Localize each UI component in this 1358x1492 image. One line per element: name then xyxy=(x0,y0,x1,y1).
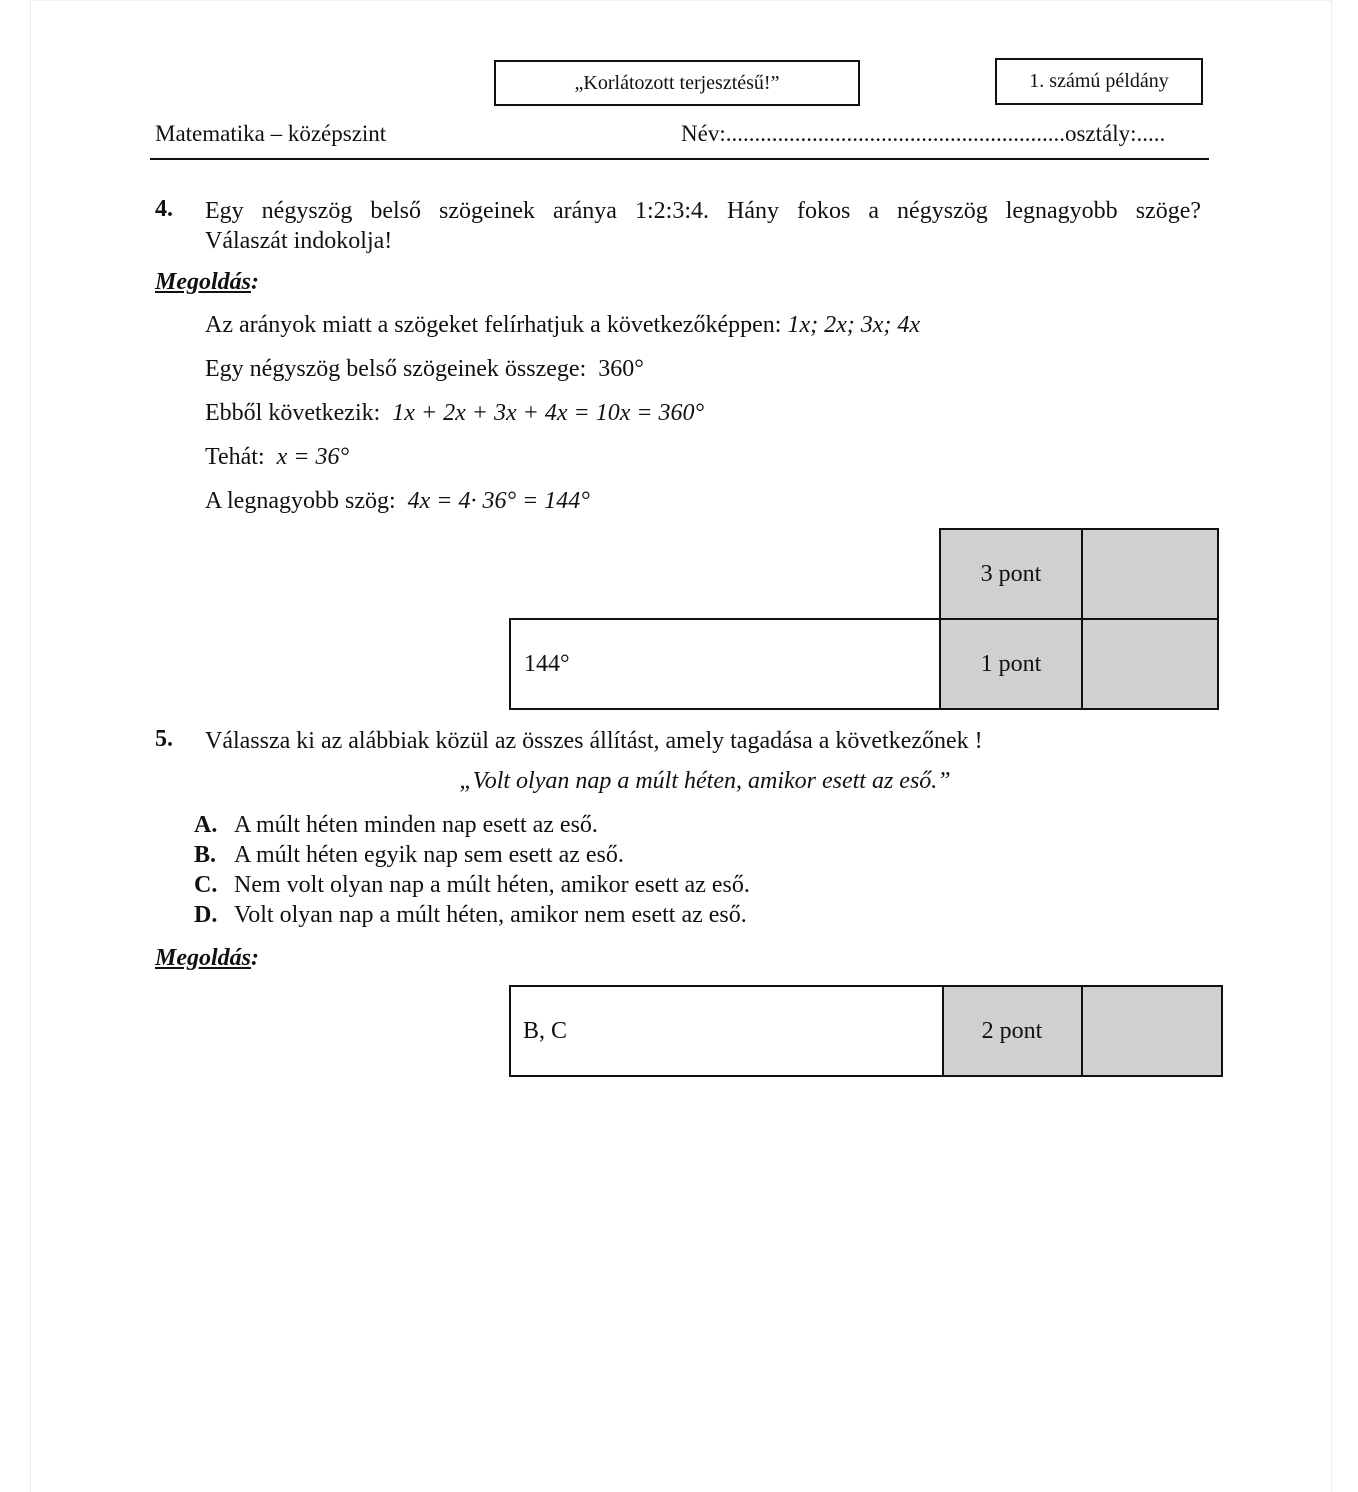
header-divider xyxy=(150,158,1209,160)
table-border xyxy=(1081,985,1083,1077)
table-border xyxy=(509,618,1219,620)
quoted-statement: „Volt olyan nap a múlt héten, amikor esett az eső.” xyxy=(459,768,951,794)
answer-cell: B, C xyxy=(523,1017,568,1044)
restricted-label: „Korlátozott terjesztésű!” xyxy=(494,60,860,106)
score-cell: 3 pont xyxy=(940,529,1082,619)
question-number: 4. xyxy=(155,196,173,222)
solution-step: Az arányok miatt a szögeket felírhatjuk a következőképpen: 1x; 2x; 3x; 4x xyxy=(205,312,921,338)
solution-step: Tehát: x = 36° xyxy=(205,444,350,470)
question-text: Egy négyszög belső szögeinek aránya 1:2:3:4. Hány fokos a négyszög legnagyobb szöge? xyxy=(205,198,1201,224)
solution-heading: Megoldás: xyxy=(155,945,259,971)
subject-title: Matematika – középszint xyxy=(155,121,387,146)
solution-step: Ebből következik: 1x + 2x + 3x + 4x = 10x = 360° xyxy=(205,400,705,426)
answer-option: C. Nem volt olyan nap a múlt héten, amikor esett az eső. xyxy=(194,872,750,898)
table-border xyxy=(939,528,941,710)
question-text: Válaszát indokolja! xyxy=(205,228,393,254)
score-received-cell xyxy=(1082,529,1218,619)
name-class-field: Név:...........................................................osztály:..... xyxy=(681,121,1166,146)
answer-option: D. Volt olyan nap a múlt héten, amikor nem esett az eső. xyxy=(194,902,747,928)
table-border xyxy=(939,528,1219,530)
score-received-cell xyxy=(1082,619,1218,709)
table-border xyxy=(509,985,1223,987)
score-cell: 1 pont xyxy=(940,619,1082,709)
answer-cell: 144° xyxy=(524,650,570,677)
answer-option: A. A múlt héten minden nap esett az eső. xyxy=(194,812,598,838)
table-border xyxy=(509,985,511,1077)
table-border xyxy=(509,618,511,710)
score-received-cell xyxy=(1083,987,1221,1075)
answer-option: B. A múlt héten egyik nap sem esett az eső. xyxy=(194,842,624,868)
copy-number-label: 1. számú példány xyxy=(995,58,1203,105)
question-number: 5. xyxy=(155,726,173,752)
page-edge xyxy=(1331,0,1332,1492)
solution-step: A legnagyobb szög: 4x = 4· 36° = 144° xyxy=(205,488,590,514)
table-border xyxy=(942,985,944,1077)
page-edge xyxy=(30,0,31,1492)
table-border xyxy=(1081,528,1083,710)
table-border xyxy=(1221,985,1223,1077)
solution-step: Egy négyszög belső szögeinek összege: 360° xyxy=(205,356,644,382)
table-border xyxy=(1217,528,1219,710)
solution-heading: Megoldás: xyxy=(155,269,259,295)
question-text: Válassza ki az alábbiak közül az összes állítást, amely tagadása a következőnek ! xyxy=(205,728,983,754)
score-cell: 2 pont xyxy=(943,987,1081,1075)
page-edge xyxy=(30,0,1332,1)
table-border xyxy=(509,1075,1223,1077)
table-border xyxy=(509,708,1219,710)
